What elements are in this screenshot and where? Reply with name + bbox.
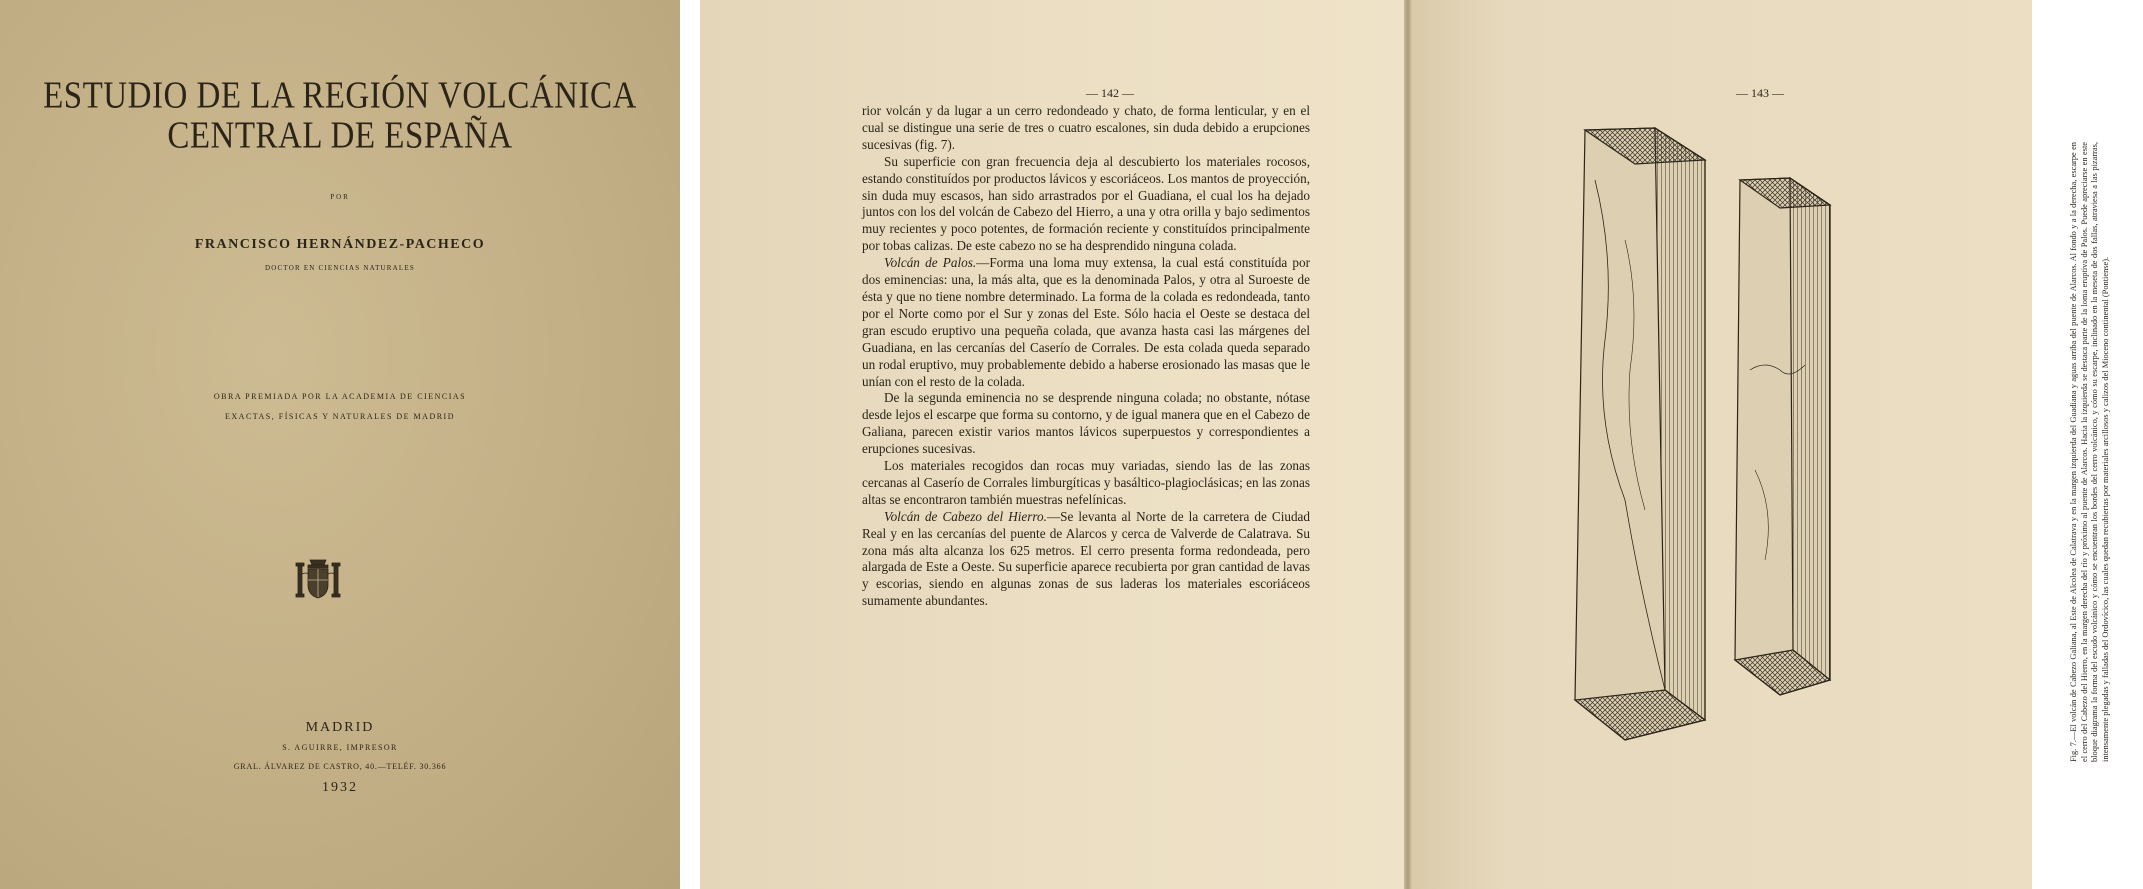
cover-title-line-1: ESTUDIO DE LA REGIÓN VOLCÁNICA: [43, 75, 637, 117]
paragraph-body: —Se levanta al Norte de la carretera de Ciudad Real y en las cercanías del puente de Alarcos y cerca de Valverde de Calatrava. Su zona más alta alcanza los 625 metros. El cerro presenta forma redondeada, pero alargada de Este a Oeste. Su superficie aparece recubierta por gran cantidad de lavas y escorias, siendo en algunas zonas de sus laderas los materiales escoriáceos sumamente abundantes.: [862, 508, 1311, 609]
paragraph: Su superficie con gran frecuencia deja al descubierto los materiales rocosos, estando constituídos por productos lávicos y escoriáceos. Los mantos de proyección, sin duda muy escasos, han sido arrastrados por el Guadiana, el cual los ha dejado juntos con los del volcán de Cabezo del Hierro, a una y otra orilla y bajo sedimentos muy recientes y poco potentes, de formación reciente y constituídos principalmente por tobas calizas. De este cabezo no se ha desprendido ninguna colada.: [862, 153, 1310, 254]
paragraph: [862, 255, 1310, 390]
paragraph: De la segunda eminencia no se desprende ninguna colada; no obstante, nótase desde lejos el escarpe que forma su contorno, y de igual manera que en el Cabezo de Galiana, parecen existir varios mantos lávicos superpuestos y correspondientes a erupciones sucesivas.: [862, 390, 1310, 457]
cover-year: 1932: [322, 780, 358, 795]
book-cover: [0, 0, 680, 889]
book-spine: [1404, 0, 1412, 889]
section-heading: Volcán de Palos.: [884, 255, 977, 271]
coat-of-arms-icon: [290, 556, 346, 604]
page-number-143: — 143 —: [1736, 86, 1784, 100]
block-diagram-illustration: [1565, 120, 1885, 740]
cover-title-line-2: CENTRAL DE ESPAÑA: [167, 115, 513, 157]
figure-caption: Fig. 7.—El volcán de Cabezo Galiana, al Este de Alcolea de Calatrava y en la margen izquierda del Guadiana y aguas arriba del puente de Alarcos. Al fondo y a la derecha, escarpe en el cerro del Cabezo del Hierro, en la margen derecha del río y próximo al puente de Alarcos. Hacia la izquierda se destaca parte de la loma eruptiva de Palos. Puede apreciarse en este bloque diagrama la forma del escudo volcánico y cómo se encuentran los bordes del cerro volcánico, y cómo su escarpe, inclinado en la meseta de dos fallas, atraviesa a las pizarras, intensamente plegadas y falladas del Ordovícico, las cuales quedan recubiertas por materiales arcillosos y calizos del Mioceno continental (Pontiense).: [2069, 142, 2110, 762]
page-number-142: — 142 —: [1086, 86, 1134, 100]
cover-address: GRAL. ÁLVAREZ DE CASTRO, 40.—TELÉF. 30.366: [233, 762, 447, 771]
paragraph: Los materiales recogidos dan rocas muy variadas, siendo las de las zonas cercanas al Caserío de Corrales limburgíticas y basáltico-plagioclásicas; en las zonas altas se encontraron también muestras nefelínicas.: [862, 458, 1310, 507]
cover-author-degree: DOCTOR EN CIENCIAS NATURALES: [265, 264, 415, 272]
paragraph-body: —Forma una loma muy extensa, la cual está constituída por dos eminencias: una, la más alta, que es la denominada Palos, y otra al Suroeste de ésta y que no tiene nombre determinado. La forma de la colada es redondeada, tanto por el Norte como por el Sur y zonas del Este. Sólo hacia el Oeste se destaca del gran escudo eruptivo una pequeña colada, que avanza hasta casi las márgenes del Guadiana, en las cercanías del Caserío de Corrales. De esta colada queda separado un rodal eruptivo, muy probablemente debido a haberse erosionado las masas que le unían con el resto de la colada.: [862, 255, 1310, 389]
cover-city: MADRID: [305, 720, 375, 735]
large-block: [1575, 128, 1705, 740]
cover-author: FRANCISCO HERNÁNDEZ-PACHECO: [194, 237, 486, 252]
paragraph: rior volcán y da lugar a un cerro redondeado y chato, de forma lenticular, y en el cual se distingue una serie de tres o cuatro escalones, sin duda debido a erupciones sucesivas (fig. 7).: [862, 103, 1310, 152]
paragraph: [862, 509, 1310, 610]
cover-printer: S. AGUIRRE, IMPRESOR: [282, 743, 398, 752]
small-block: [1735, 178, 1830, 695]
cover-by-label: POR: [330, 193, 350, 201]
cover-prize-line-1: OBRA PREMIADA POR LA ACADEMIA DE CIENCIAS: [213, 392, 467, 401]
section-heading: Volcán de Cabezo del Hierro.: [884, 508, 1047, 524]
cover-prize-line-2: EXACTAS, FÍSICAS Y NATURALES DE MADRID: [225, 412, 455, 421]
page-142-text: [862, 103, 1310, 610]
separator: [680, 0, 700, 889]
